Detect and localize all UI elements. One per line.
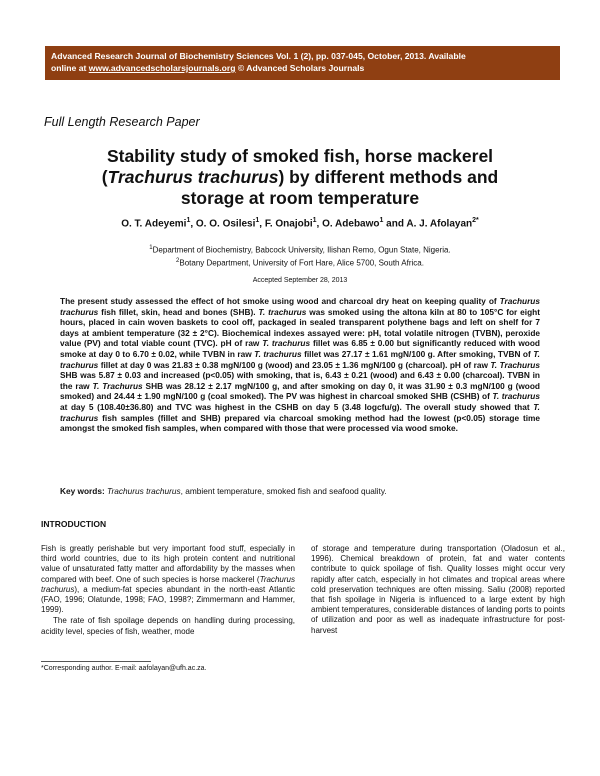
corresponding-author-footnote: *Corresponding author. E-mail: aafolayan@ufh.ac.za. [41,665,207,672]
keywords-label: Key words: [60,486,105,496]
journal-banner [45,46,560,80]
banner-copyright: © Advanced Scholars Journals [235,63,365,73]
body-column-left [41,544,295,637]
author-2-affil: 1 [255,217,260,224]
paper-type: Full Length Research Paper [44,115,200,129]
banner-line1: Advanced Research Journal of Biochemistry Sciences Vol. 1 (2), pp. 037-045, October, 2013. Available [51,51,466,61]
affiliation-1: $^1$Department of Biochemistry, Babcock University, Ilishan Remo, Ogun State, Nigeria. [149,245,451,255]
journal-link[interactable]: www.advancedscholarsjournals.org [88,63,236,73]
paper-title [60,146,540,209]
title-line2 [60,167,540,188]
title-line3: storage at room temperature [180,188,420,208]
intro-paragraph-3: of storage and temperature during transportation (Oladosun et al., 1996). Chemical breakdown of protein, fat and water contents contribute to quick spoilage of fish. Quality losses might occur very rapidly after catch, especially in hot climates and tropical areas where cold preservation techniques are often missing. Saliu (2008) reported that fish spoilage in Nigeria is influenced to a large extent by high ambient temperatures, considerable distances of landing ports to points of utilization and poor as well as inadequate infrastructure for post-harvest [311,544,565,635]
abstract: The present study assessed the effect of hot smoke using wood and charcoal dry heat on keeping quality of Trachurus trachurus fish fillet, skin, head and bones (SHB). T. trachurus was smoked using the altona kiln at 80 to 105°C for eight hours, placed in cain woven baskets to cool off, packaged in sealed transparent polythene bags and left on shelf for 7 days at ambient temperature (32 ± 2°C). Biochemical indexes assayed were: pH, total volatile nitrogen (TVBN), peroxide value (PV) and total viable count (TVC). pH of raw T. trachurus fillet was 6.85 ± 0.00 but significantly reduced with wood smoke at day 0 to 6.70 ± 0.02, while TVBN in raw T. trachurus fillet was 27.17 ± 1.61 mgN/100 g. After smoking, TVBN of T. trachurus fillet at day 0 was 21.83 ± 0.38 mgN/100 g (wood) and 23.05 ± 1.36 mgN/100 g (charcoal). pH of raw T. Trachurus SHB was 5.87 ± 0.03 and increased (p<0.05) with smoking, that is, 6.43 ± 0.21 (wood) and 6.43 ± 0.00 (charcoal). TVBN in the raw T. Trachurus SHB was 28.12 ± 2.17 mgN/100 g, and after smoking on day 0, it was 31.90 ± 0.3 mgN/100 g (wood smoked) and 24.44 ± 1.90 mgN/100 g (coal smoked). The PV was highest in charcoal smoked SHB (CSHB) of T. trachurus at day 5 (108.40±36.80) and TVC was highest in the CSHB on day 5 (3.48 logcfu/g). The overall study showed that T. trachurus fish samples (fillet and SHB) prepared via charcoal smoking method had the lowest (p<0.05) storage time amongst the smoked fish samples, when compared with those that were processed via wood smoke. [60,296,541,434]
accepted-date: Accepted September 28, 2013 [252,277,348,284]
intro-paragraph-1: Fish is greatly perishable but very important food stuff, especially in third world countries, due to its high protein content and nutritional value of unsaturated fatty matter and affordability by the masses when compared with beef. One of such species is horse mackerel (Trachurus trachurus), a medium-fat species abundant in the north-east Atlantic (FAO, 1996; Olatunde, 1998; FAO, 1998?; Zimmermann and Hammer, 1999). [41,544,295,615]
section-heading-introduction: INTRODUCTION [41,519,107,529]
keywords-species: Trachurus trachurus [104,486,181,496]
corresponding-star: * [476,217,479,224]
author-1-affil: 1 [186,217,191,224]
intro-paragraph-2: The rate of fish spoilage depends on handling during processing, acidity level, species of fish, weather, mode [41,616,295,636]
affiliation-2: $^2$Botany Department, University of Fort Hare, Alice 5700, South Africa. [176,257,424,268]
body-column-right [311,544,565,636]
title-species: Trachurus trachurus [107,167,279,187]
author-3-affil: 1 [312,217,317,224]
author-4: , O. Adebawo [316,218,380,230]
author-5: and A. J. Afolayan [383,218,473,230]
affiliations [60,243,540,268]
title-line1: Stability study of smoked fish, horse mackerel [106,146,494,166]
author-4-affil: 1 [379,217,384,224]
keywords [60,486,540,496]
author-3: , F. Onajobi [259,218,313,230]
footnote-divider [41,661,151,662]
author-2: , O. O. Osilesi [190,218,256,230]
banner-line2 [51,62,554,74]
author-1: O. T. Adeyemi [121,218,187,230]
title-line2-rest: ) by different methods and [278,167,499,187]
banner-online-prefix: online at [51,63,89,73]
author-list [60,217,540,229]
title-paren-open: ( [101,167,108,187]
keywords-rest: , ambient temperature, smoked fish and seafood quality. [180,486,387,496]
author-5-affil: 2* [472,217,479,224]
